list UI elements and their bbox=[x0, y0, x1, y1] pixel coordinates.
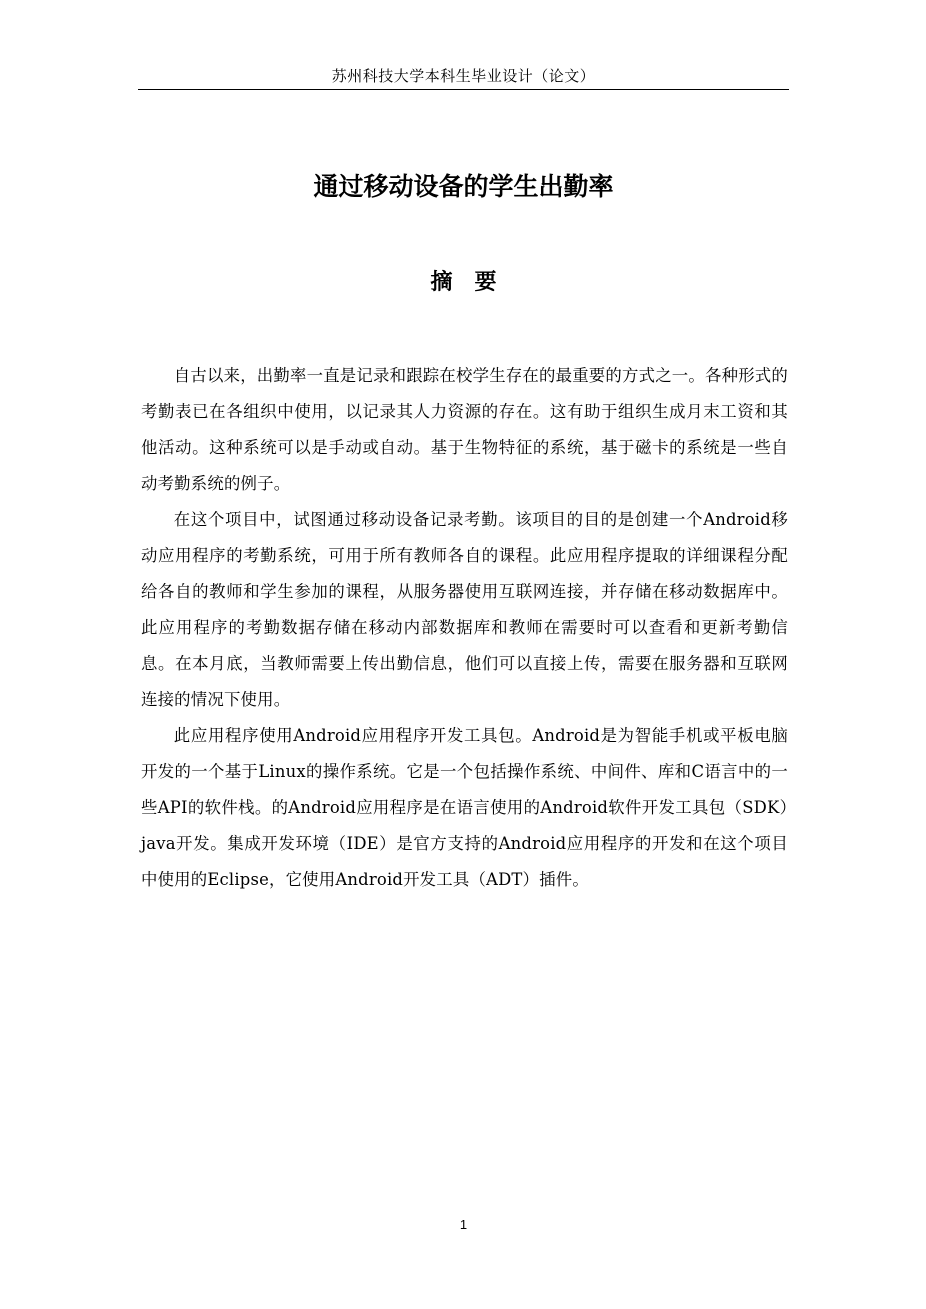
header-rule bbox=[138, 89, 789, 90]
page-number: 1 bbox=[459, 1217, 468, 1232]
abstract-heading: 摘 要 bbox=[430, 270, 497, 295]
abstract-paragraph-2: 在这个项目中，试图通过移动设备记录考勤。该项目的目的是创建一个Android移动应用程序的考勤系统，可用于所有教师各自的课程。此应用程序提取的详细课程分配给各自的教师和学生参加的课程，从服务器使用互联网连接，并存储在移动数据库中。此应用程序的考勤数据存储在移动内部数据库和教师在需要时可以查看和更新考勤信息。在本月底，当教师需要上传出勤信息，他们可以直接上传，需要在服务器和互联网连接的情况下使用。 bbox=[141, 510, 788, 709]
running-header: 苏州科技大学本科生毕业设计（论文） bbox=[331, 67, 596, 85]
abstract-body bbox=[141, 358, 788, 898]
abstract-paragraph-3: 此应用程序使用Android应用程序开发工具包。Android是为智能手机或平板电脑开发的一个基于Linux的操作系统。它是一个包括操作系统、中间件、库和C语言中的一些API的软件栈。的Android应用程序是在语言使用的Android软件开发工具包（SDK）java开发。集成开发环境（IDE）是官方支持的Android应用程序的开发和在这个项目中使用的Eclipse，它使用Android开发工具（ADT）插件。 bbox=[141, 726, 788, 889]
document-title: 通过移动设备的学生出勤率 bbox=[313, 172, 614, 201]
abstract-paragraph-1: 自古以来，出勤率一直是记录和跟踪在校学生存在的最重要的方式之一。各种形式的考勤表已在各组织中使用，以记录其人力资源的存在。这有助于组织生成月末工资和其他活动。这种系统可以是手动或自动。基于生物特征的系统，基于磁卡的系统是一些自动考勤系统的例子。 bbox=[141, 366, 788, 493]
